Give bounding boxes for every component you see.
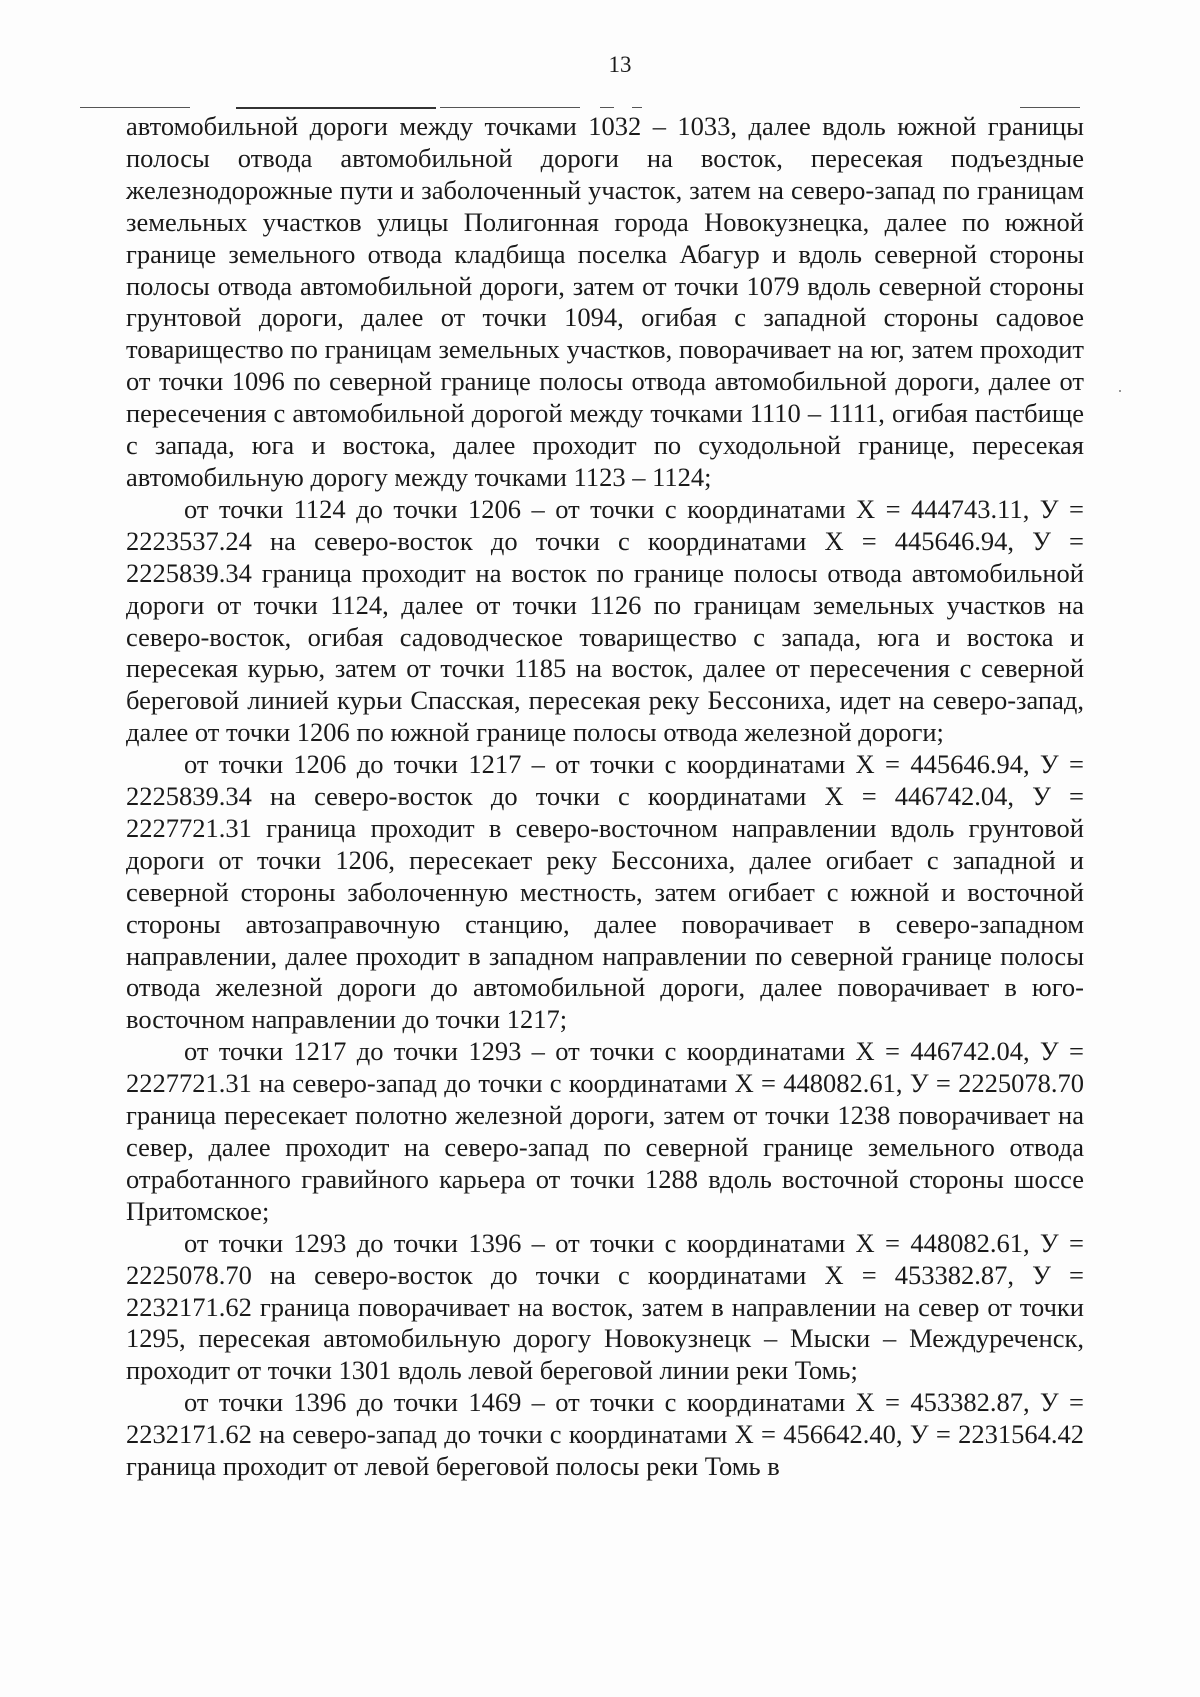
scan-artifact-line	[632, 107, 642, 108]
scan-artifact-line	[600, 107, 614, 108]
scan-artifact-line	[440, 107, 580, 108]
scan-artifact-dot	[1119, 390, 1121, 392]
document-body	[126, 111, 1084, 1483]
page-number: 13	[608, 52, 632, 77]
paragraph: от точки 1396 до точки 1469 – от точки с координатами Х = 453382.87, У = 2232171.62 на северо-запад до точки с координатами Х = 456642.40, У = 2231564.42 граница проходит от левой береговой полосы реки Томь в	[126, 1387, 1084, 1482]
scan-artifact-line	[236, 107, 436, 109]
paragraph: от точки 1124 до точки 1206 – от точки с координатами Х = 444743.11, У = 2223537.24 на северо-восток до точки с координатами Х = 445646.94, У = 2225839.34 граница проходит на восток по границе полосы отвода автомобильной дороги от точки 1124, далее от точки 1126 по границам земельных участков на северо-восток, огибая садоводческое товарищество с запада, юга и востока и пересекая курью, затем от точки 1185 на восток, далее от пересечения с северной береговой линией курьи Спасская, пересекая реку Бессониха, идет на северо-запад, далее от точки 1206 по южной границе полосы отвода железной дороги;	[126, 493, 1084, 748]
paragraph: от точки 1293 до точки 1396 – от точки с координатами Х = 448082.61, У = 2225078.70 на северо-восток до точки с координатами Х = 453382.87, У = 2232171.62 граница поворачивает на восток, затем в направлении на север от точки 1295, пересекая автомобильную дорогу Новокузнецк – Мыски – Междуреченск, проходит от точки 1301 вдоль левой береговой линии реки Томь;	[126, 1227, 1084, 1386]
paragraph: от точки 1217 до точки 1293 – от точки с координатами Х = 446742.04, У = 2227721.31 на северо-запад до точки с координатами Х = 448082.61, У = 2225078.70 граница пересекает полотно железной дороги, затем от точки 1238 поворачивает на север, далее проходит на северо-запад по северной границе земельного отвода отработанного гравийного карьера от точки 1288 вдоль восточной стороны шоссе Притомское;	[126, 1036, 1084, 1226]
scan-artifact-line	[80, 107, 190, 108]
paragraph: от точки 1206 до точки 1217 – от точки с координатами Х = 445646.94, У = 2225839.34 на северо-восток до точки с координатами Х = 446742.04, У = 2227721.31 граница проходит в северо-восточном направлении вдоль грунтовой дороги от точки 1206, пересекает реку Бессониха, далее огибает с западной и северной стороны заболоченную местность, затем огибает с южной и восточной стороны автозаправочную станцию, далее поворачивает в северо-западном направлении, далее проходит в западном направлении по северной границе полосы отвода железной дороги до автомобильной дороги, далее поворачивает в юго-восточном направлении до точки 1217;	[126, 749, 1084, 1035]
scan-artifact-line	[1020, 107, 1080, 108]
paragraph: автомобильной дороги между точками 1032 – 1033, далее вдоль южной границы полосы отвода автомобильной дороги на восток, пересекая подъездные железнодорожные пути и заболоченный участок, затем на северо-запад по границам земельных участков улицы Полигонная города Новокузнецка, далее по южной границе земельного отвода кладбища поселка Абагур и вдоль северной стороны полосы отвода автомобильной дороги, затем от точки 1079 вдоль северной стороны грунтовой дороги, далее от точки 1094, огибая с западной стороны садовое товарищество по границам земельных участков, поворачивает на юг, затем проходит от точки 1096 по северной границе полосы отвода автомобильной дороги, далее от пересечения с автомобильной дорогой между точками 1110 – 1111, огибая пастбище с запада, юга и востока, далее проходит по суходольной границе, пересекая автомобильную дорогу между точками 1123 – 1124;	[126, 111, 1084, 492]
